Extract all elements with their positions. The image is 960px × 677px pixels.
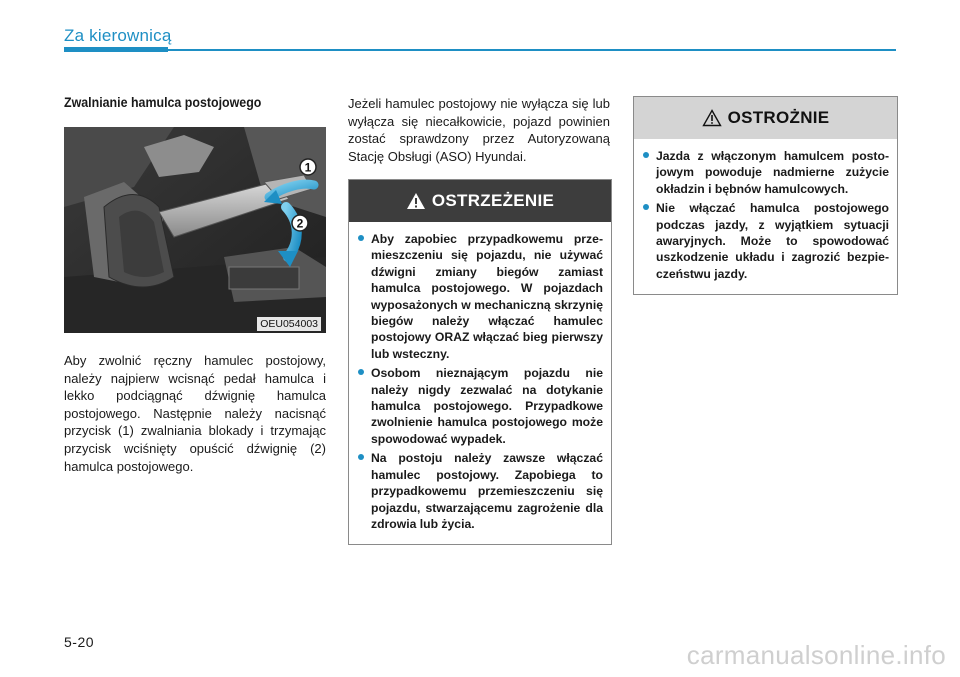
bullet-icon bbox=[358, 235, 364, 241]
header-divider-accent bbox=[64, 47, 168, 52]
caution-box bbox=[633, 96, 898, 295]
release-instructions: Aby zwolnić ręczny hamulec postojowy, należy najpierw wcisnąć pedał hamulca i lekko podciągnąć dźwignię hamulca postojowego. Następnie należy nacisnąć przycisk (1) zwalniania blokady i trzymając przycisk wciśnięty opuścić dźwignię (2) hamulca postojowego. bbox=[64, 353, 326, 474]
list-item: Jazda z włączonym hamulcem postojowym powoduje nadmierne zużycie okładzin i bębnów hamulcowych. bbox=[642, 148, 889, 197]
header-divider bbox=[64, 49, 896, 51]
sub-heading: Zwalnianie hamulca postojowego bbox=[64, 95, 262, 110]
middle-column bbox=[348, 95, 610, 165]
bullet-icon bbox=[643, 152, 649, 158]
bullet-icon bbox=[643, 204, 649, 210]
left-column bbox=[64, 95, 326, 475]
caution-triangle-icon bbox=[702, 109, 722, 127]
list-item: Nie włączać hamulca postojowego podczas jazdy, z wyjątkiem sytuacji awaryjnych. Może to spowodować uszkodzenie układu i zagrozić bezpieczeństwu jazdy. bbox=[642, 200, 889, 282]
bullet-icon bbox=[358, 454, 364, 460]
figure-label: OEU054003 bbox=[257, 317, 321, 331]
parking-brake-illustration bbox=[64, 127, 326, 333]
callout-1: 1 bbox=[304, 160, 312, 175]
caution-list bbox=[634, 139, 897, 294]
caution-title: OSTROŻNIE bbox=[727, 108, 830, 127]
list-item: Aby zapobiec przypadkowemu przemieszczeniu się pojazdu, nie używać dźwigni zmiany biegów zamiast hamulca postojowego. W pojazdach wyposażonych w mechaniczną skrzynię biegów należy włączać hamulec postojowy ORAZ włączać bieg pierwszy lub wsteczny. bbox=[357, 231, 603, 362]
section-title: Za kierownicą bbox=[64, 26, 172, 45]
warning-triangle-icon bbox=[406, 192, 426, 210]
warning-header bbox=[349, 180, 611, 222]
list-item: Osobom nieznającym pojazdu nie należy nigdy zezwalać na dotykanie hamulca postojowego. Przypadkowe zwolnienie hamulca postojowego może spowodować wypadek. bbox=[357, 365, 603, 447]
caution-header bbox=[634, 97, 897, 139]
bullet-icon bbox=[358, 369, 364, 375]
parking-brake-figure bbox=[64, 127, 326, 333]
page-number: 5-20 bbox=[64, 634, 95, 650]
service-note: Jeżeli hamulec postojowy nie wyłącza się lub wyłącza się niecałkowicie, pojazd powinien zostać sprawdzony przez Autoryzowaną Stację Obsługi (ASO) Hyundai. bbox=[348, 96, 610, 164]
callout-2: 2 bbox=[296, 216, 304, 231]
watermark: carmanualsonline.info bbox=[686, 640, 946, 670]
warning-box bbox=[348, 179, 612, 545]
warning-list bbox=[349, 222, 611, 544]
list-item: Na postoju należy zawsze włączać hamulec postojowy. Zapobiega to przypadkowemu przemieszczeniu się pojazdu, stwarzającemu zagrożenie dla zdrowia lub życia. bbox=[357, 450, 603, 532]
warning-title: OSTRZEŻENIE bbox=[431, 191, 555, 210]
